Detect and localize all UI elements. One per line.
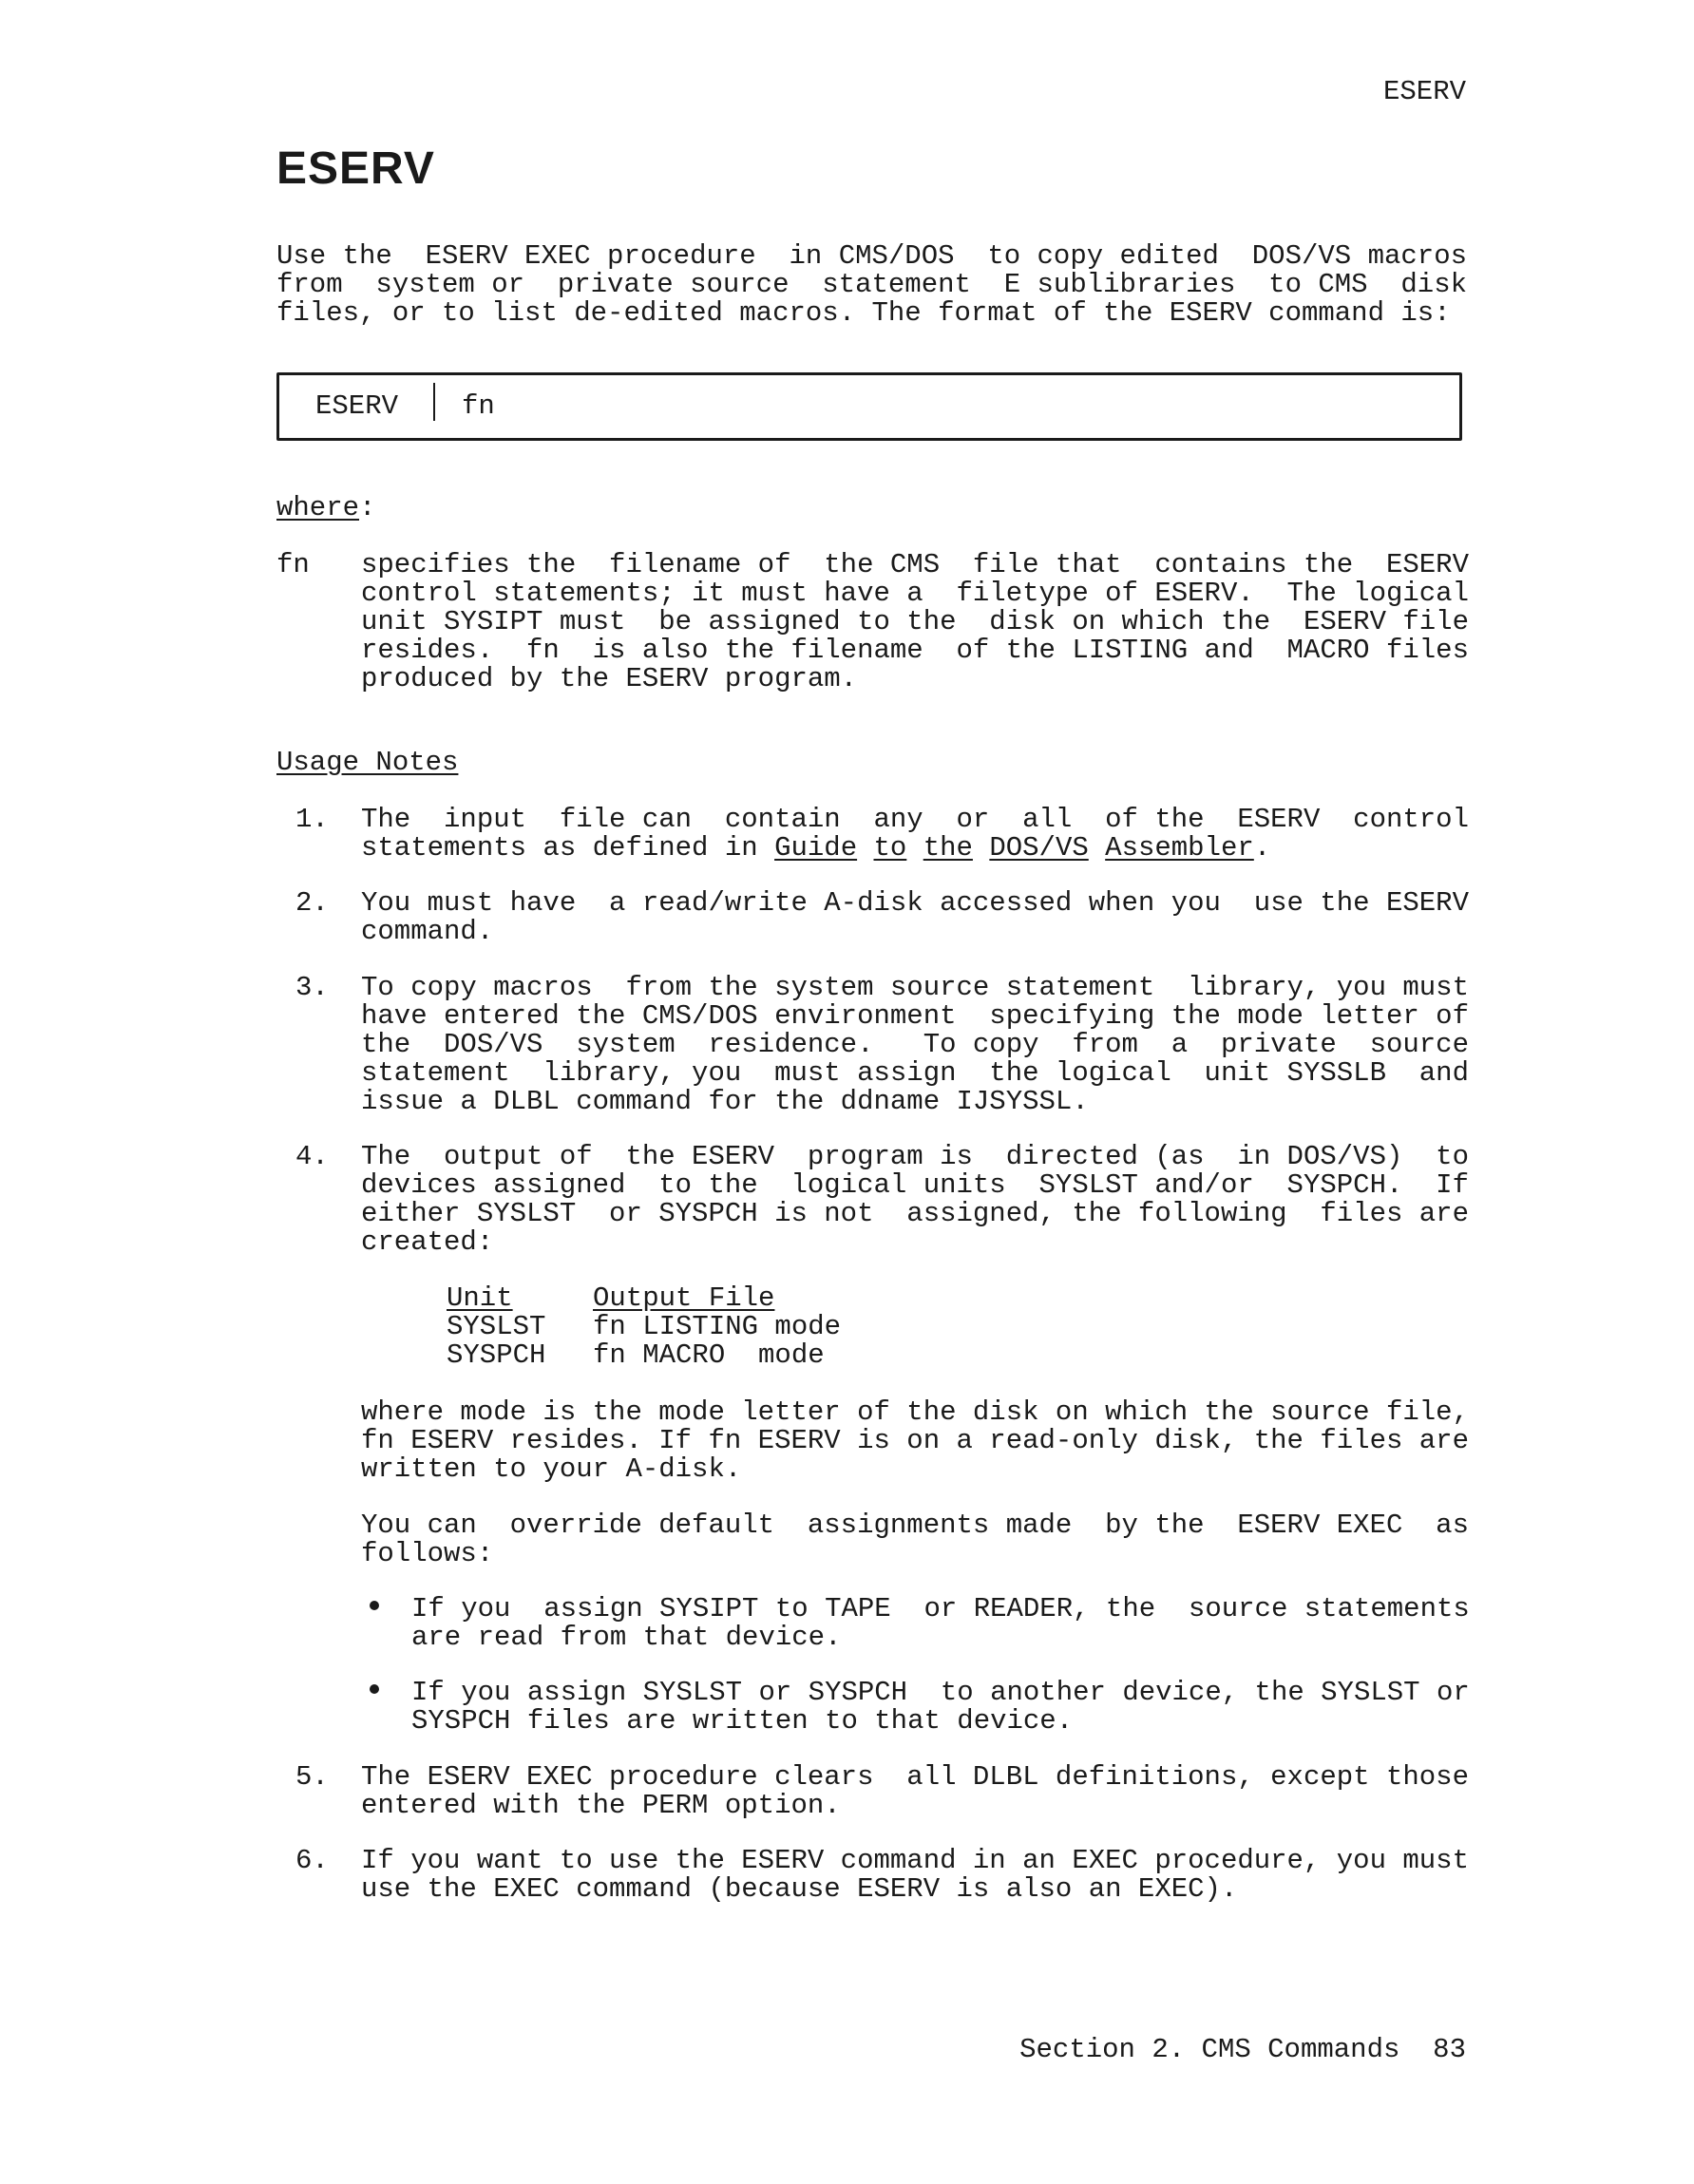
note-line: statement library, you must assign the logical unit SYSSLB and — [361, 1057, 1469, 1089]
param-line: produced by the ESERV program. — [361, 663, 858, 694]
note-line: either SYSLST or SYSPCH is not assigned, the following files are — [361, 1198, 1469, 1229]
book-reference: DOS/VS — [989, 832, 1089, 864]
note-number: 5. — [295, 1761, 329, 1793]
intro-line: Use the ESERV EXEC procedure in CMS/DOS to copy edited DOS/VS macros — [276, 240, 1468, 272]
note-line: fn ESERV resides. If fn ESERV is on a read-only disk, the files are — [361, 1425, 1469, 1456]
note-line: entered with the PERM option. — [361, 1790, 841, 1821]
note-line: The ESERV EXEC procedure clears all DLBL definitions, except those — [361, 1761, 1469, 1793]
note-number: 4. — [295, 1141, 329, 1172]
note-line: The input file can contain any or all of the ESERV control — [361, 804, 1469, 835]
note-line: command. — [361, 916, 494, 947]
page-footer: Section 2. CMS Commands 83 — [1019, 2034, 1466, 2065]
running-head: ESERV — [1382, 76, 1466, 107]
bullet-line: If you assign SYSIPT to TAPE or READER, the source statements — [411, 1593, 1470, 1624]
bullet-dot — [370, 1601, 379, 1610]
intro-line: from system or private source statement E sublibraries to CMS disk — [276, 269, 1468, 300]
note-line: created: — [361, 1226, 494, 1258]
note-line-with-reference — [361, 834, 1270, 863]
page-title: ESERV — [276, 143, 435, 194]
where-label — [276, 494, 375, 522]
note-line: If you want to use the ESERV command in an EXEC procedure, you must — [361, 1845, 1469, 1876]
note-line: where mode is the mode letter of the disk on which the source file, — [361, 1396, 1469, 1428]
note-number: 1. — [295, 804, 329, 835]
syntax-box — [276, 372, 1462, 441]
usage-notes-heading: Usage Notes — [276, 747, 459, 778]
bullet-line: SYSPCH files are written to that device. — [411, 1705, 1074, 1737]
syntax-separator — [433, 383, 435, 421]
note-number: 6. — [295, 1845, 329, 1876]
book-reference: to — [873, 832, 907, 864]
syntax-operand: fn — [462, 390, 495, 422]
note-line: follows: — [361, 1538, 494, 1569]
note-line: have entered the CMS/DOS environment specifying the mode letter of — [361, 1000, 1469, 1032]
table-cell-output: fn LISTING mode — [593, 1311, 842, 1342]
note-line: the DOS/VS system residence. To copy from a private source — [361, 1029, 1469, 1060]
book-reference: Guide — [774, 832, 858, 864]
note-number: 3. — [295, 972, 329, 1003]
param-term: fn — [276, 549, 310, 580]
note-text: statements as defined in — [361, 832, 775, 864]
table-header-output-file: Output File — [593, 1282, 775, 1314]
note-line: To copy macros from the system source statement library, you must — [361, 972, 1469, 1003]
param-line: unit SYSIPT must be assigned to the disk on which the ESERV file — [361, 606, 1469, 637]
note-number: 2. — [295, 887, 329, 919]
book-reference: Assembler — [1105, 832, 1254, 864]
where-colon: : — [359, 492, 376, 523]
table-cell-unit: SYSLST — [447, 1311, 546, 1342]
syntax-command: ESERV — [315, 390, 399, 422]
intro-line: files, or to list de-edited macros. The format of the ESERV command is: — [276, 297, 1451, 329]
note-line: written to your A-disk. — [361, 1453, 742, 1485]
note-line: You must have a read/write A-disk accessed when you use the ESERV — [361, 887, 1469, 919]
table-cell-output: fn MACRO mode — [593, 1339, 825, 1371]
note-line: You can override default assignments made by the ESERV EXEC as — [361, 1510, 1469, 1541]
param-line: control statements; it must have a filetype of ESERV. The logical — [361, 578, 1469, 609]
table-header-unit: Unit — [447, 1282, 513, 1314]
book-reference: the — [923, 832, 973, 864]
table-cell-unit: SYSPCH — [447, 1339, 546, 1371]
bullet-line: are read from that device. — [411, 1622, 842, 1653]
param-line: specifies the filename of the CMS file that contains the ESERV — [361, 549, 1469, 580]
param-line: resides. fn is also the filename of the LISTING and MACRO files — [361, 635, 1469, 666]
note-line: The output of the ESERV program is directed (as in DOS/VS) to — [361, 1141, 1469, 1172]
note-line: use the EXEC command (because ESERV is also an EXEC). — [361, 1873, 1238, 1905]
note-line: issue a DLBL command for the ddname IJSYSSL. — [361, 1086, 1089, 1117]
where-word: where — [276, 492, 360, 523]
bullet-line: If you assign SYSLST or SYSPCH to another device, the SYSLST or — [411, 1677, 1470, 1708]
note-text: . — [1253, 832, 1271, 864]
bullet-dot — [370, 1684, 379, 1694]
note-line: devices assigned to the logical units SYSLST and/or SYSPCH. If — [361, 1169, 1469, 1201]
